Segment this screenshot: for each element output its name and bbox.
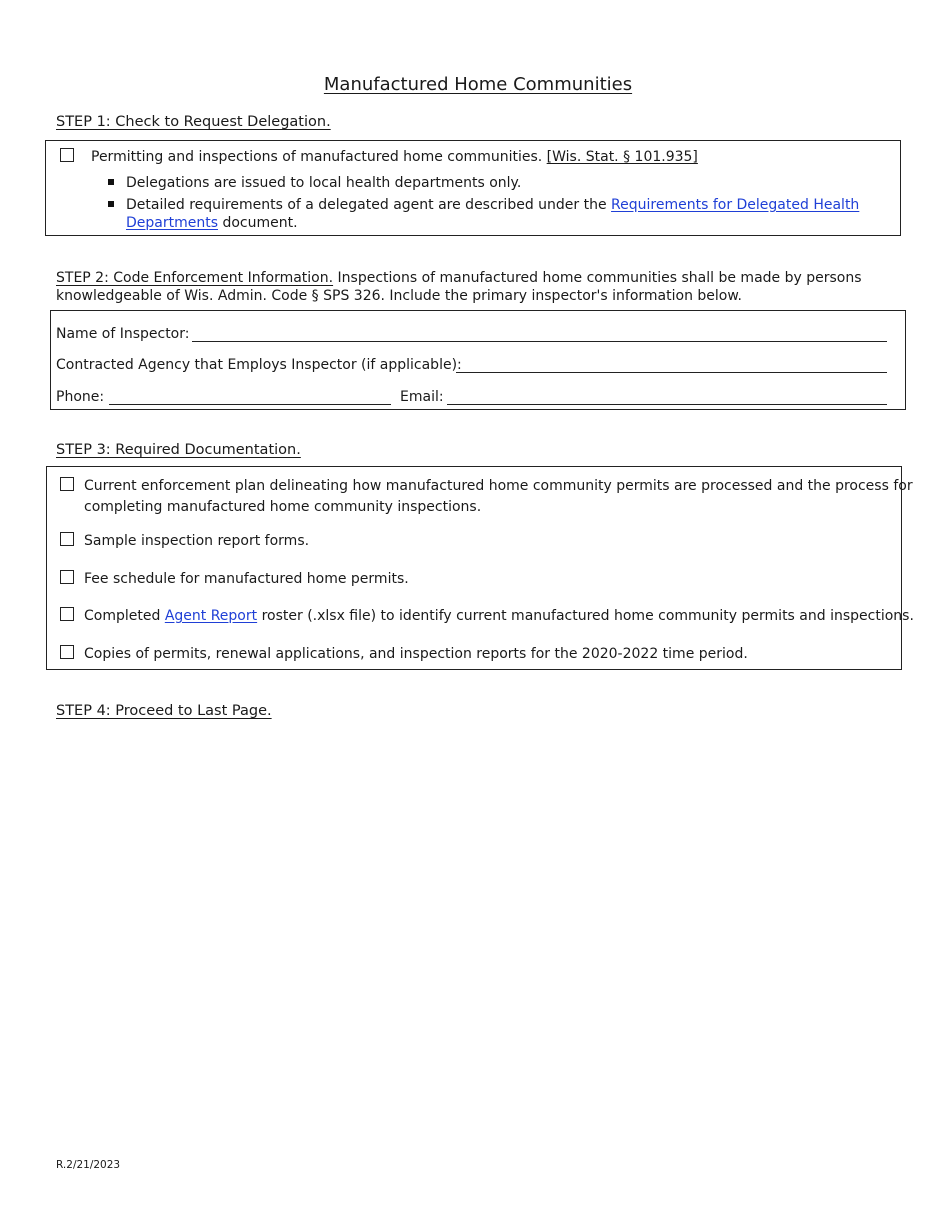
- step3-box: [46, 466, 914, 670]
- fee-schedule-checkbox[interactable]: [60, 570, 74, 584]
- bullet-marker: [108, 179, 114, 185]
- bullet-marker: [108, 201, 114, 207]
- enforcement-plan-line2: completing manufactured home community inspections.: [84, 499, 482, 515]
- delegation-item-text: Permitting and inspections of manufactured home communities.: [91, 149, 543, 165]
- revision-date: R.2/21/2023: [56, 1159, 121, 1171]
- phone-field[interactable]: [109, 404, 391, 405]
- step2-box: [50, 310, 906, 410]
- statute-link[interactable]: [Wis. Stat. § 101.935]: [546, 149, 698, 165]
- step2-heading: STEP 2: Code Enforcement Information.: [56, 270, 334, 286]
- step2-intro-text: Inspections of manufactured home communities shall be made by persons: [333, 270, 862, 286]
- step2-intro-line2: knowledgeable of Wis. Admin. Code § SPS 326. Include the primary inspector's information below.: [56, 288, 742, 304]
- requirements-link-cont[interactable]: Departments: [126, 215, 219, 231]
- inspector-label: Name of Inspector:: [56, 326, 190, 342]
- sample-forms-checkbox[interactable]: [60, 532, 74, 546]
- agent-report-suffix: roster (.xlsx file) to identify current manufactured home community permits and inspections.: [257, 608, 914, 624]
- email-label: Email:: [400, 389, 444, 405]
- copies-text: Copies of permits, renewal applications, and inspection reports for the 2020-2022 time period.: [84, 646, 748, 662]
- delegation-item: [91, 148, 698, 166]
- agency-label: Contracted Agency that Employs Inspector (if applicable):: [56, 357, 462, 373]
- step1-heading: STEP 1: Check to Request Delegation.: [56, 114, 331, 130]
- agent-report-text: [84, 607, 914, 625]
- agent-report-link[interactable]: Agent Report: [164, 608, 258, 624]
- agent-report-checkbox[interactable]: [60, 607, 74, 621]
- bullet-item-2: [126, 196, 859, 214]
- enforcement-plan-line1: Current enforcement plan delineating how manufactured home community permits are processed and the process for: [84, 478, 913, 494]
- agent-report-prefix: Completed: [84, 608, 165, 624]
- phone-label: Phone:: [56, 389, 105, 405]
- inspector-name-field[interactable]: [192, 341, 887, 342]
- step2-intro-line1: [56, 269, 862, 287]
- bullet-item-2-text: Detailed requirements of a delegated agent are described under the: [126, 197, 607, 213]
- requirements-link[interactable]: Requirements for Delegated Health: [611, 197, 860, 213]
- step4-heading: STEP 4: Proceed to Last Page.: [56, 703, 272, 719]
- bullet-item-1: Delegations are issued to local health departments only.: [126, 175, 522, 191]
- step1-box: [45, 140, 901, 236]
- sample-forms-text: Sample inspection report forms.: [84, 533, 310, 549]
- step3-heading: STEP 3: Required Documentation.: [56, 442, 301, 458]
- enforcement-plan-checkbox[interactable]: [60, 477, 74, 491]
- email-field[interactable]: [447, 404, 887, 405]
- bullet-item-2-cont: [126, 214, 298, 232]
- delegation-checkbox[interactable]: [60, 148, 74, 162]
- fee-schedule-text: Fee schedule for manufactured home permits.: [84, 571, 409, 587]
- page-title: Manufactured Home Communities: [323, 74, 633, 95]
- bullet-item-2-tail: document.: [218, 215, 298, 231]
- copies-checkbox[interactable]: [60, 645, 74, 659]
- agency-field[interactable]: [456, 372, 887, 373]
